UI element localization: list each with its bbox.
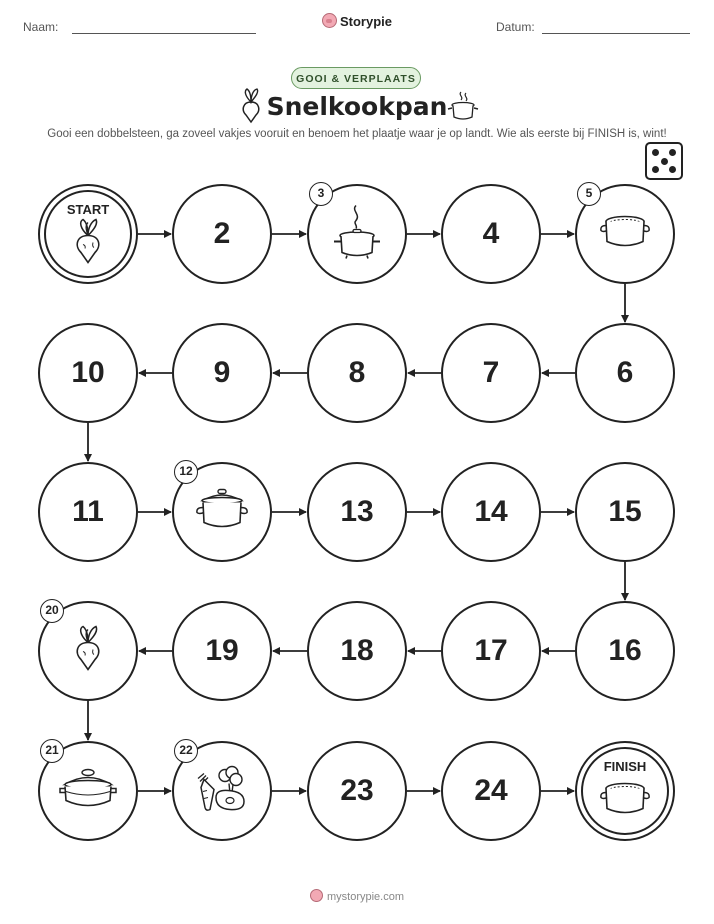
cell-number: 7 bbox=[482, 356, 500, 389]
page-title: Snelkookpan bbox=[266, 92, 448, 121]
board-cell-6 bbox=[575, 323, 675, 423]
cell-number: 2 bbox=[213, 217, 231, 250]
cell-number: 19 bbox=[205, 634, 239, 667]
cell-number-badge: 3 bbox=[309, 182, 333, 206]
cell-number: 24 bbox=[474, 774, 508, 807]
cell-number: 10 bbox=[71, 356, 105, 389]
board-cell-24 bbox=[441, 741, 541, 841]
cell-number: 4 bbox=[482, 217, 500, 250]
cell-number-badge: 5 bbox=[577, 182, 601, 206]
soup-pot-icon bbox=[599, 212, 651, 257]
cell-number-badge: 22 bbox=[174, 739, 198, 763]
footer-site: mystorypie.com bbox=[326, 891, 405, 903]
board-cell-8 bbox=[307, 323, 407, 423]
cell-label: START bbox=[66, 202, 110, 217]
cell-number: 23 bbox=[340, 774, 374, 807]
cell-number: 14 bbox=[474, 495, 508, 528]
cell-number-badge: 12 bbox=[174, 460, 198, 484]
cell-number: 9 bbox=[213, 356, 231, 389]
board-cell-14 bbox=[441, 462, 541, 562]
board-cell-15 bbox=[575, 462, 675, 562]
board-cell-13 bbox=[307, 462, 407, 562]
board-cell-18 bbox=[307, 601, 407, 701]
cell-number: 11 bbox=[72, 495, 104, 528]
cell-number: 18 bbox=[340, 634, 374, 667]
instructions: Gooi een dobbelsteen, ga zoveel vakjes vooruit en benoem het plaatje waar je op landt. Wie als eerste bij FINISH is, wint! bbox=[47, 128, 667, 140]
footer bbox=[0, 889, 714, 903]
board-cell-11 bbox=[38, 462, 138, 562]
board-cell-16 bbox=[575, 601, 675, 701]
cell-number: 6 bbox=[616, 356, 634, 389]
cell-number-badge: 20 bbox=[40, 599, 64, 623]
board-cell-17 bbox=[441, 601, 541, 701]
pig-logo-icon bbox=[310, 889, 323, 902]
board-cell-10 bbox=[38, 323, 138, 423]
cell-label: FINISH bbox=[603, 759, 647, 774]
board-cell-19 bbox=[172, 601, 272, 701]
vegetables-meat-icon bbox=[192, 764, 252, 819]
cell-number: 13 bbox=[340, 495, 374, 528]
game-type-badge: GOOI & VERPLAATS bbox=[291, 67, 421, 89]
cell-number: 8 bbox=[348, 356, 366, 389]
dutch-oven-icon bbox=[59, 767, 117, 816]
board-cell-9 bbox=[172, 323, 272, 423]
beet-icon bbox=[71, 626, 105, 677]
board-cell-23 bbox=[307, 741, 407, 841]
cell-number: 17 bbox=[474, 634, 508, 667]
date-label: Datum: bbox=[496, 20, 535, 34]
cell-number: 16 bbox=[608, 634, 642, 667]
cooking-pot-icon bbox=[194, 488, 250, 537]
board-cell-7 bbox=[441, 323, 541, 423]
board-cell-4 bbox=[441, 184, 541, 284]
board-cell-finish bbox=[575, 741, 675, 841]
beet-icon bbox=[71, 218, 105, 269]
board-cell-start bbox=[38, 184, 138, 284]
cell-number-badge: 21 bbox=[40, 739, 64, 763]
cell-number: 15 bbox=[608, 495, 642, 528]
brand-name: Storypie bbox=[339, 14, 392, 29]
board-cell-2 bbox=[172, 184, 272, 284]
soup-pot-icon bbox=[599, 778, 651, 823]
steaming-pot-icon bbox=[332, 204, 382, 265]
name-label: Naam: bbox=[23, 20, 59, 34]
